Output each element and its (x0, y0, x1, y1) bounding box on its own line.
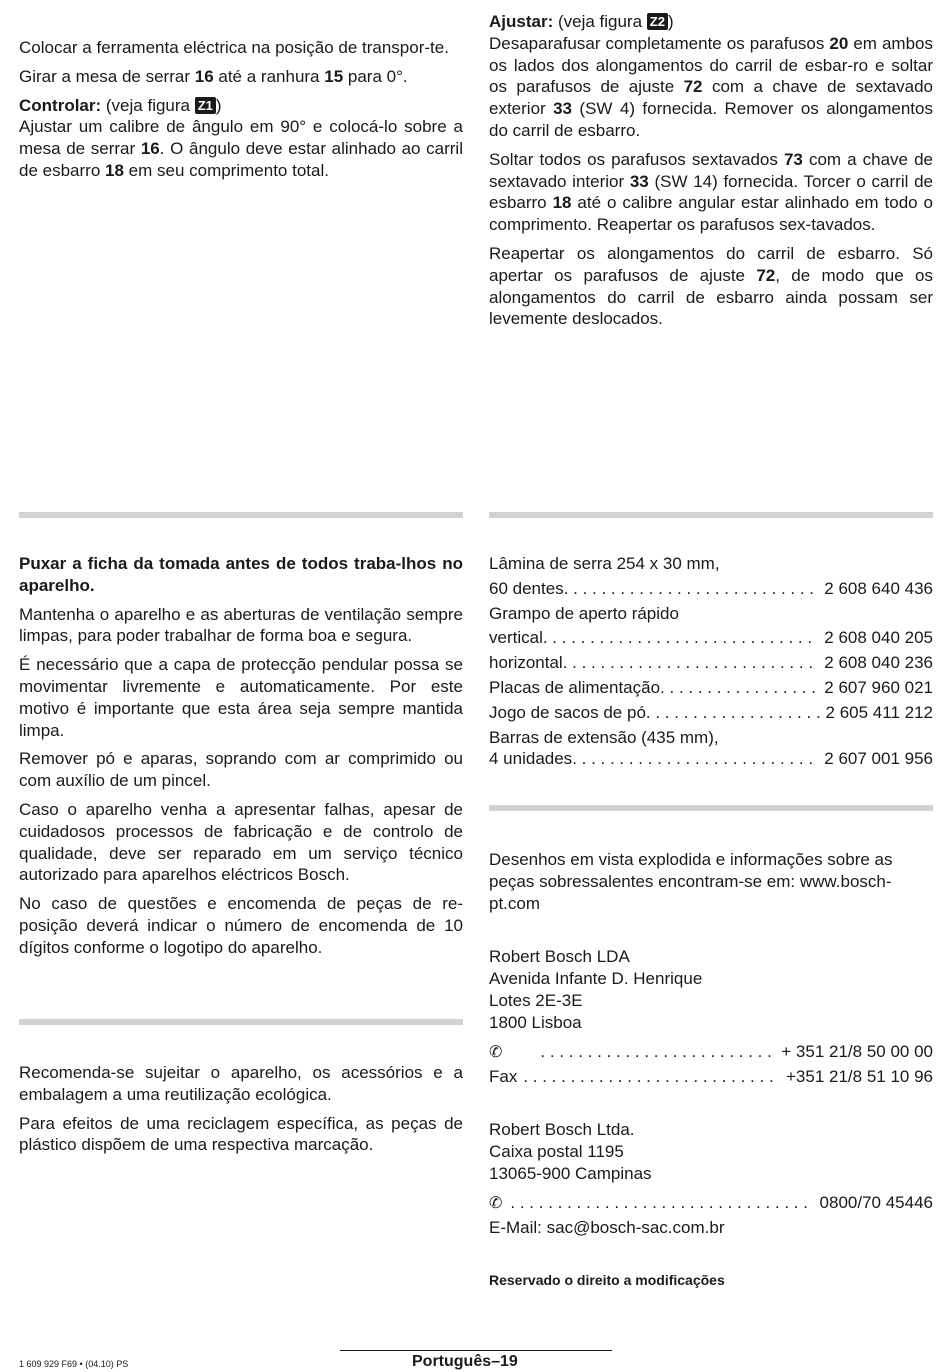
maintenance-section (19, 553, 463, 966)
text-run: Soltar todos os parafusos sextavados (489, 149, 784, 169)
accessory-row-vertical (489, 627, 933, 649)
accessory-row-bags (489, 702, 933, 724)
figure-ref-close: ) (667, 12, 674, 31)
accessory-blade-desc: Lâmina de serra 254 x 30 mm, (489, 554, 720, 573)
br-address-block (489, 1119, 933, 1239)
maintenance-paragraph-5: No caso de questões e encomenda de peças de re-posição deverá indicar o número de encomenda de 10 dígitos conforme o logotipo do aparelho. (19, 894, 463, 957)
text-run: Desaparafusar completamente os parafusos (489, 33, 830, 53)
pt-address-block (489, 946, 933, 1088)
pt-city: 1800 Lisboa (489, 1012, 582, 1032)
controlar-heading (19, 95, 463, 117)
left-transport-section (19, 37, 463, 189)
controlar-label: Controlar: (19, 95, 102, 115)
transport-paragraph-2 (19, 66, 463, 88)
maintenance-paragraph-2: É necessário que a capa de protecção pendular possa se movimentar livremente e automaticamente. Por este motivo é importante que esta área seja sempre mantida limpa. (19, 655, 463, 740)
ref-number: 73 (783, 149, 803, 169)
br-phone-number: 0800/70 45446 (819, 1192, 933, 1212)
ref-number: 20 (829, 33, 849, 53)
ref-number: 72 (756, 265, 776, 285)
text-run: . O ângulo deve estar alinhado ao carril de esbarro (19, 139, 463, 180)
text-run: em ambos os lados dos alongamentos do carril de esbar-ro e soltar os parafusos de ajuste (489, 33, 933, 97)
br-city: 13065-900 Campinas (489, 1163, 652, 1183)
section-divider-left-1 (19, 512, 463, 518)
footer-rule (340, 1350, 612, 1351)
maintenance-paragraph-1: Mantenha o aparelho e as aberturas de ventilação sempre limpas, para poder trabalhar de forma boa e segura. (19, 604, 463, 646)
section-divider-right-2 (489, 805, 933, 811)
pt-phone-row (489, 1041, 933, 1064)
service-section (489, 849, 933, 1292)
accessory-bars-desc: Barras de extensão (435 mm), (489, 727, 719, 747)
phone-icon: ✆ (489, 1194, 503, 1212)
ref-number: 18 (552, 193, 572, 213)
text-run: , de modo que os alongamentos do carril de esbarro ainda possam ser levemente deslocados. (489, 265, 933, 329)
figure-ref-text: (veja figura (101, 95, 195, 115)
text-run: em seu comprimento total. (123, 160, 329, 180)
maintenance-heading: Puxar a ficha da tomada antes de todos traba-lhos no aparelho. (19, 554, 463, 595)
accessory-label: horizontal (489, 653, 563, 673)
accessories-list (489, 553, 933, 770)
pt-lot: Lotes 2E-3E (489, 990, 583, 1010)
leader-dots (517, 1066, 780, 1088)
pt-phone-number: + 351 21/8 50 00 00 (781, 1041, 933, 1061)
accessory-label: 4 unidades (489, 749, 573, 769)
maintenance-paragraph-4: Caso o aparelho venha a apresentar falhas, apesar de cuidadosos processos de fabricação e de controlo de qualidade, deve ser reparado em um serviço técnico autorizado para aparelhos eléctricos Bosch. (19, 799, 463, 885)
phone-icon: ✆ (489, 1043, 503, 1061)
text-run: (SW 14) fornecida. Torcer o carril de esbarro (489, 171, 933, 213)
accessory-row-plates (489, 677, 933, 699)
accessory-row-blade (489, 578, 933, 600)
figure-badge: Z2 (647, 13, 668, 30)
page-title: Português–19 (412, 1353, 518, 1370)
pt-street: Avenida Infante D. Henrique (489, 969, 703, 989)
text-run: Girar a mesa de serrar (19, 66, 195, 86)
text-run: (SW 4) fornecida. Remover os alongamentos do carril de esbarro. (489, 99, 933, 140)
leader-dots (510, 1041, 775, 1063)
br-email: E-Mail: sac@bosch-sac.com.br (489, 1218, 725, 1238)
transport-paragraph-1: Colocar a ferramenta eléctrica na posição de transpor-te. (19, 38, 449, 57)
leader-dots (646, 702, 820, 724)
br-company: Robert Bosch Ltda. (489, 1120, 635, 1140)
reserved-note: Reservado o direito a modificações (489, 1272, 725, 1289)
figure-badge: Z1 (195, 97, 216, 114)
br-phone-row (489, 1192, 933, 1215)
text-run: até o calibre angular estar alinhado em todo o comprimento. Reapertar os parafusos sex-tavados. (489, 193, 933, 235)
text-run: Ajustar um calibre de ângulo em 90° e colocá-lo sobre a mesa de serrar (19, 117, 463, 159)
figure-ref-text: (veja figura (553, 12, 647, 31)
ref-number: 16 (194, 66, 214, 86)
text-run: para 0°. (343, 66, 408, 86)
accessory-number: 2 607 001 956 (824, 749, 933, 769)
accessory-number: 2 605 411 212 (825, 702, 933, 722)
ajustar-paragraph-2 (489, 149, 933, 236)
accessory-number: 2 608 040 205 (824, 628, 933, 648)
fax-label: Fax (489, 1067, 518, 1087)
br-box: Caixa postal 1195 (489, 1141, 624, 1161)
controlar-paragraph (19, 116, 463, 181)
ref-number: 33 (553, 99, 573, 119)
right-ajustar-section (489, 11, 933, 337)
accessory-label: vertical (489, 628, 543, 648)
ref-number: 16 (140, 139, 160, 159)
accessory-clamp-desc: Grampo de aperto rápido (489, 603, 679, 623)
accessory-number: 2 608 640 436 (824, 578, 933, 598)
text-run: Reapertar os alongamentos do carril de esbarro. Só apertar os parafusos de ajuste (489, 243, 933, 285)
ref-number: 33 (629, 171, 649, 191)
leader-dots (572, 748, 818, 770)
accessory-number: 2 607 960 021 (824, 677, 933, 697)
pt-fax-number: +351 21/8 51 10 96 (786, 1067, 933, 1087)
ref-number: 72 (683, 77, 703, 97)
ajustar-paragraph-1 (489, 33, 933, 142)
leader-dots (510, 1192, 813, 1214)
text-run: com a chave de sextavado interior (489, 149, 933, 191)
leader-dots (660, 677, 818, 699)
accessory-number: 2 608 040 236 (824, 653, 933, 673)
pt-company: Robert Bosch LDA (489, 947, 630, 967)
maintenance-paragraph-3: Remover pó e aparas, soprando com ar comprimido ou com auxílio de um pincel. (19, 749, 463, 791)
text-run: com a chave de sextavado exterior (489, 77, 933, 119)
ajustar-heading (489, 11, 933, 33)
pt-fax-row (489, 1066, 933, 1088)
figure-ref-close: ) (215, 95, 222, 115)
leader-dots (564, 578, 819, 600)
accessory-row-bars (489, 748, 933, 770)
accessory-label: Jogo de sacos de pó (489, 702, 646, 722)
environment-paragraph-1: Recomenda-se sujeitar o aparelho, os acessórios e a embalagem a uma reutilização ecológica. (19, 1063, 463, 1104)
ref-number: 18 (105, 160, 124, 180)
leader-dots (543, 627, 818, 649)
accessory-row-horizontal (489, 652, 933, 674)
section-divider-right-1 (489, 512, 933, 518)
ajustar-label: Ajustar: (489, 12, 554, 31)
environment-paragraph-2: Para efeitos de uma reciclagem específica, as peças de plástico dispõem de uma respectiva marcação. (19, 1113, 463, 1155)
document-code: 1 609 929 F69 • (04.10) PS (19, 1359, 129, 1369)
service-paragraph: Desenhos em vista explodida e informações sobre as peças sobressalentes encontram-se em: www.bosch-pt.com (489, 850, 893, 913)
leader-dots (563, 652, 819, 674)
ref-number: 15 (324, 66, 344, 86)
accessory-label: Placas de alimentação (489, 677, 661, 697)
accessory-label: 60 dentes (489, 578, 564, 598)
environment-section (19, 1062, 463, 1163)
ajustar-paragraph-3 (489, 243, 933, 330)
text-run: até a ranhura (213, 66, 325, 86)
section-divider-left-2 (19, 1019, 463, 1025)
